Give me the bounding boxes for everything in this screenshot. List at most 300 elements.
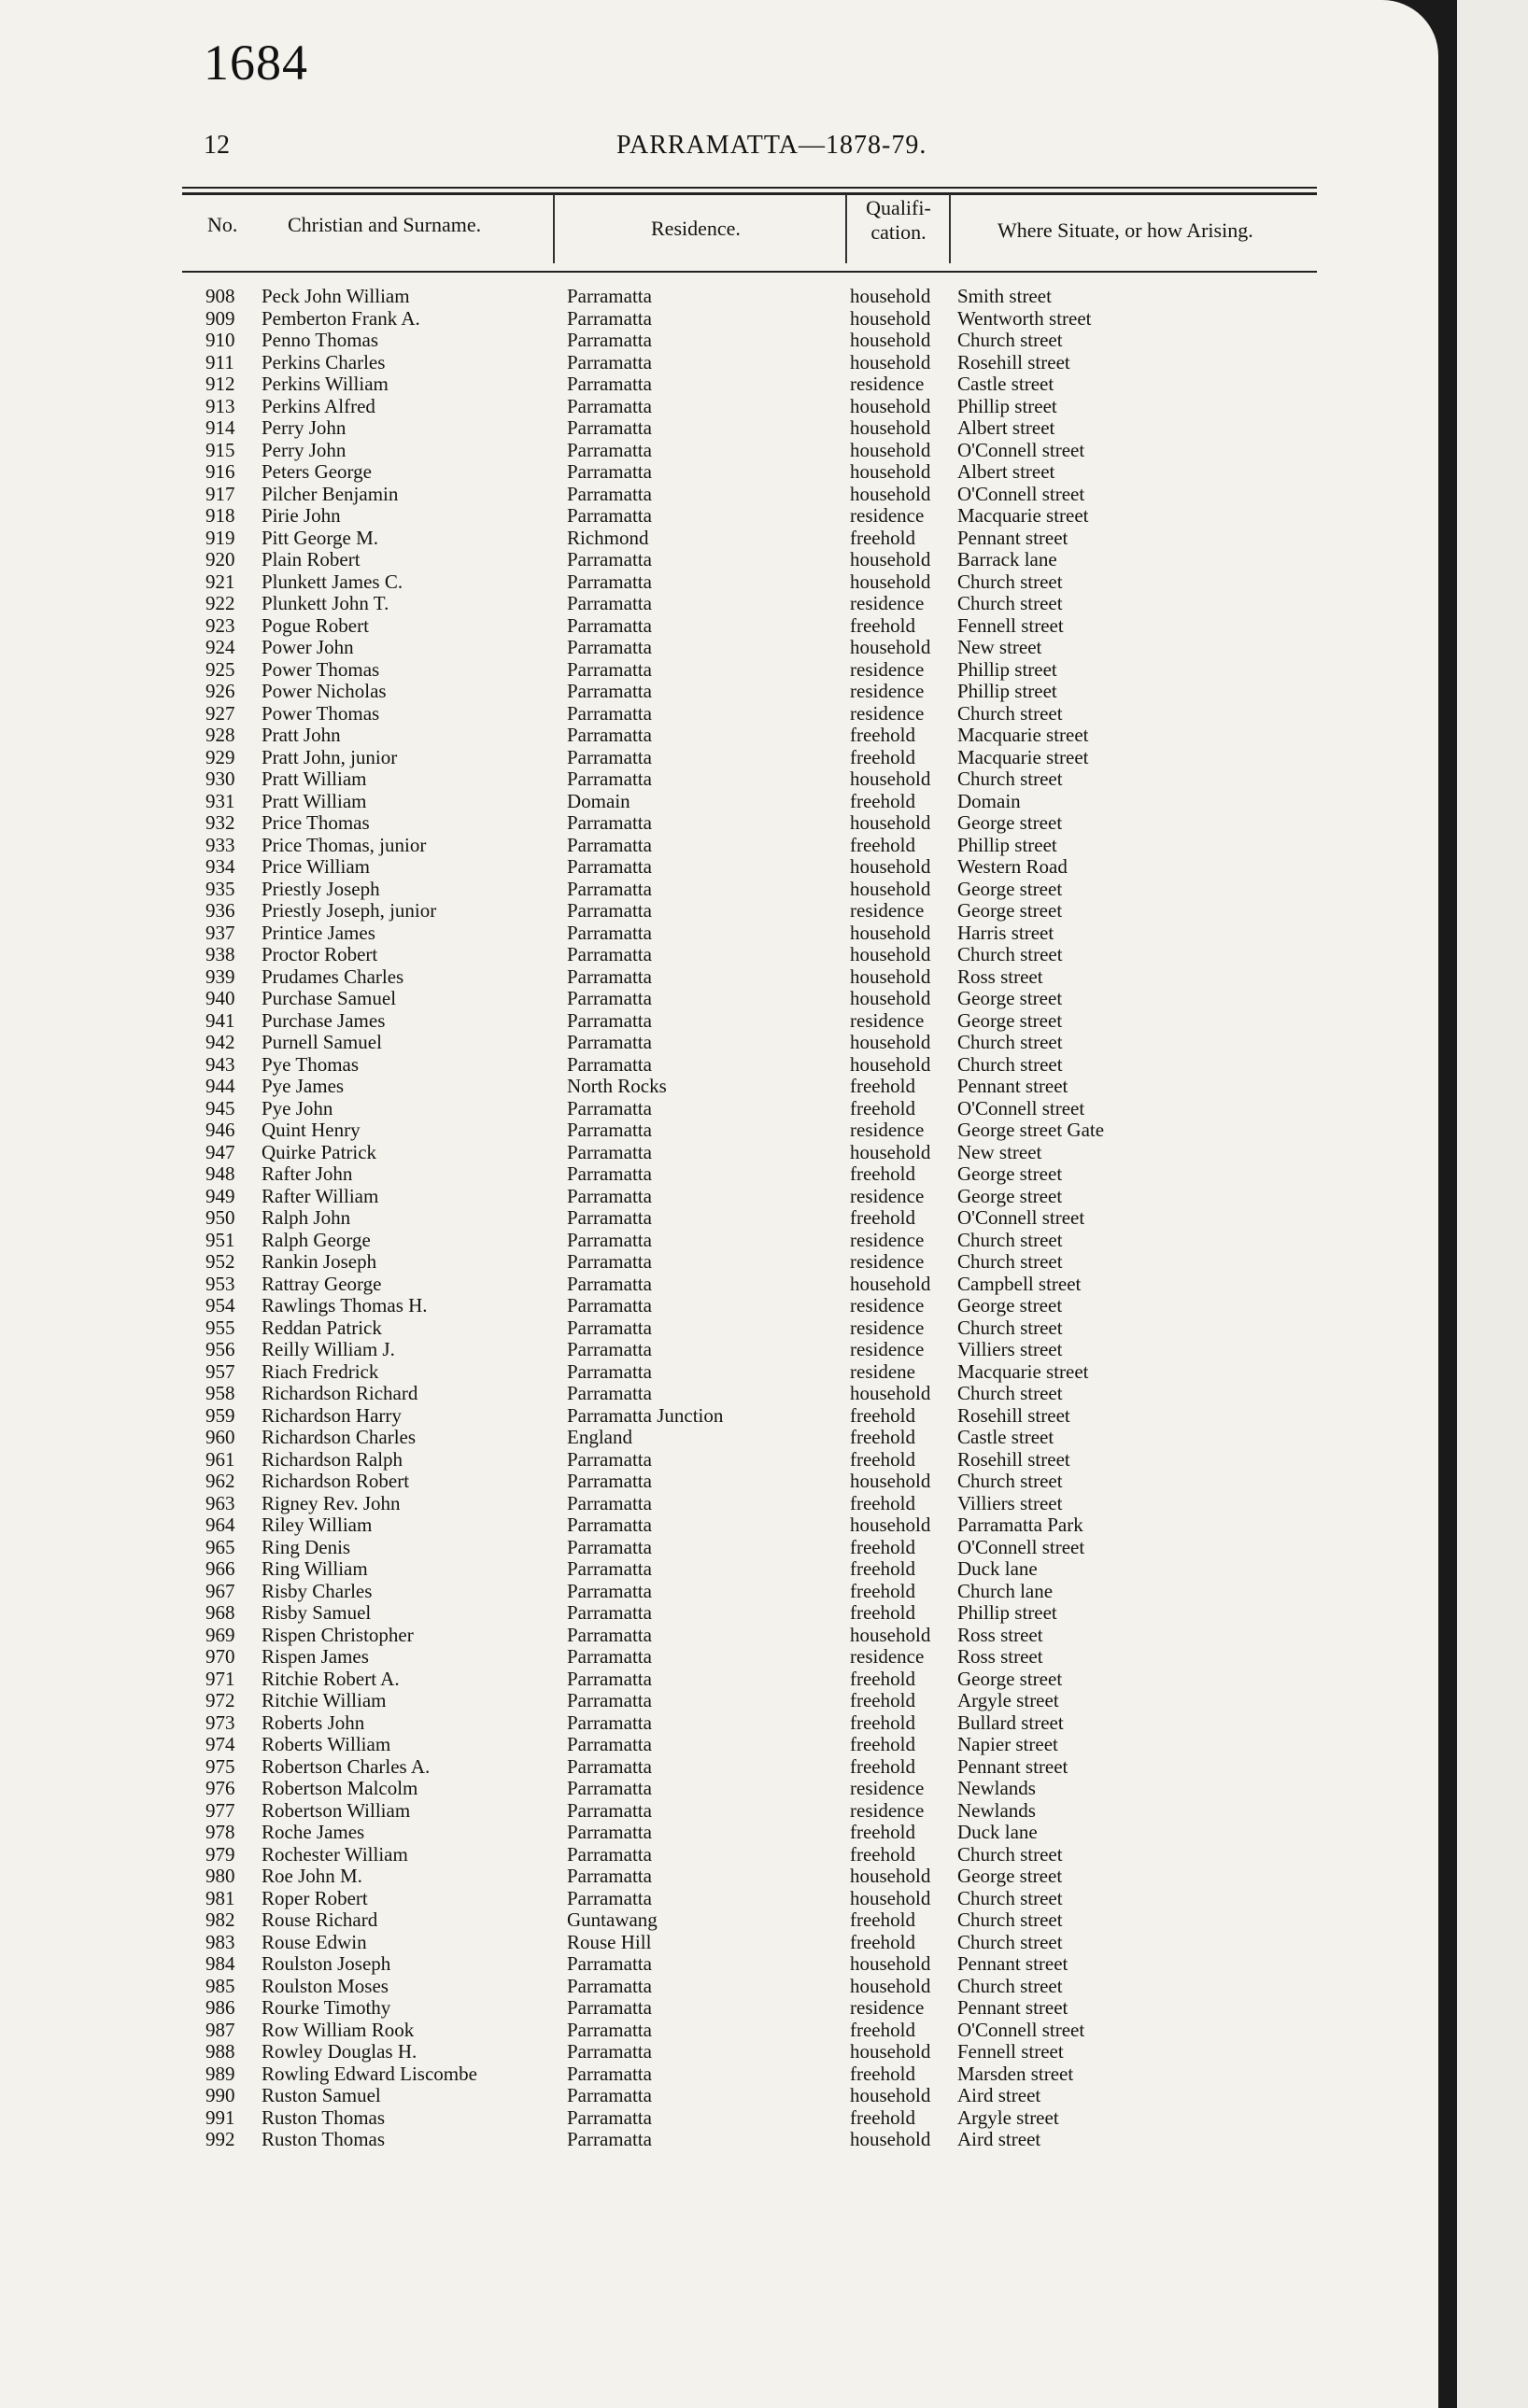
elector-name: Rouse Richard bbox=[262, 1908, 378, 1931]
elector-name: Pye John bbox=[262, 1096, 333, 1120]
residence-cell: Parramatta bbox=[567, 460, 652, 483]
residence-cell: Parramatta bbox=[567, 285, 652, 307]
elector-name: Ritchie Robert A. bbox=[262, 1667, 400, 1690]
elector-name: Purchase James bbox=[262, 1008, 386, 1032]
table-row bbox=[0, 1493, 1438, 1515]
qualification-cell: residence bbox=[850, 504, 925, 527]
residence-cell: Parramatta bbox=[567, 1184, 652, 1207]
residence-cell: Parramatta bbox=[567, 2105, 652, 2129]
table-row bbox=[0, 1449, 1438, 1472]
elector-name: Roper Robert bbox=[262, 1886, 368, 1909]
table-row bbox=[0, 1953, 1438, 1976]
row-number: 930 bbox=[205, 767, 235, 790]
row-number: 928 bbox=[205, 724, 235, 746]
residence-cell: Parramatta bbox=[567, 855, 652, 878]
residence-cell: Parramatta bbox=[567, 1952, 652, 1975]
row-number: 957 bbox=[205, 1359, 235, 1383]
row-number: 984 bbox=[205, 1952, 235, 1975]
qualification-cell: freehold bbox=[850, 1206, 915, 1229]
where-situate-cell: Church lane bbox=[957, 1579, 1054, 1602]
qualification-cell: freehold bbox=[850, 1930, 915, 1953]
where-situate-cell: Castle street bbox=[957, 1426, 1054, 1448]
where-situate-cell: Bullard street bbox=[957, 1711, 1064, 1734]
elector-name: Reddan Patrick bbox=[262, 1316, 382, 1339]
qualification-cell: residence bbox=[850, 1119, 925, 1141]
residence-cell: Parramatta bbox=[567, 1798, 652, 1822]
qualification-cell: residence bbox=[850, 1338, 925, 1360]
table-row bbox=[0, 1909, 1438, 1932]
qualification-cell: residence bbox=[850, 1184, 925, 1207]
qualification-cell: freehold bbox=[850, 789, 915, 812]
row-number: 940 bbox=[205, 987, 235, 1009]
table-row bbox=[0, 637, 1438, 659]
where-situate-cell: Argyle street bbox=[957, 2105, 1059, 2129]
table-row bbox=[0, 1537, 1438, 1559]
elector-name: Proctor Robert bbox=[262, 943, 378, 965]
table-row bbox=[0, 1558, 1438, 1581]
row-number: 909 bbox=[205, 306, 235, 330]
table-row bbox=[0, 1778, 1438, 1800]
where-situate-cell: Domain bbox=[957, 789, 1021, 812]
row-number: 954 bbox=[205, 1294, 235, 1317]
table-row bbox=[0, 2129, 1438, 2151]
row-number: 956 bbox=[205, 1338, 235, 1360]
where-situate-cell: Church street bbox=[957, 592, 1063, 614]
residence-cell: Parramatta bbox=[567, 899, 652, 922]
table-row bbox=[0, 1734, 1438, 1756]
where-situate-cell: Rosehill street bbox=[957, 350, 1070, 373]
table-row bbox=[0, 988, 1438, 1010]
elector-name: Rispen James bbox=[262, 1645, 369, 1668]
where-situate-cell: Napier street bbox=[957, 1733, 1058, 1755]
residence-cell: Parramatta bbox=[567, 570, 652, 593]
qualification-cell: household bbox=[850, 1470, 931, 1492]
elector-name: Riach Fredrick bbox=[262, 1359, 379, 1383]
residence-cell: Parramatta bbox=[567, 1272, 652, 1295]
table-row bbox=[0, 440, 1438, 462]
table-row bbox=[0, 1317, 1438, 1340]
row-number: 946 bbox=[205, 1119, 235, 1141]
residence-cell: England bbox=[567, 1426, 632, 1448]
qualification-cell: freehold bbox=[850, 745, 915, 768]
table-row bbox=[0, 725, 1438, 747]
elector-name: Rispen Christopher bbox=[262, 1623, 414, 1646]
elector-name: Risby Charles bbox=[262, 1579, 373, 1602]
residence-cell: Parramatta bbox=[567, 724, 652, 746]
qualification-cell: residence bbox=[850, 701, 925, 725]
row-number: 948 bbox=[205, 1162, 235, 1185]
row-number: 941 bbox=[205, 1008, 235, 1032]
qualification-cell: freehold bbox=[850, 526, 915, 549]
elector-name: Richardson Richard bbox=[262, 1382, 418, 1404]
row-number: 960 bbox=[205, 1426, 235, 1448]
table-row bbox=[0, 856, 1438, 879]
residence-cell: Parramatta bbox=[567, 943, 652, 965]
qualification-cell: residence bbox=[850, 1645, 925, 1668]
table-row bbox=[0, 944, 1438, 966]
table-row bbox=[0, 1690, 1438, 1712]
residence-cell: Parramatta bbox=[567, 1777, 652, 1799]
where-situate-cell: Newlands bbox=[957, 1798, 1036, 1822]
where-situate-cell: Castle street bbox=[957, 373, 1054, 395]
residence-cell: Parramatta bbox=[567, 1579, 652, 1602]
row-number: 985 bbox=[205, 1974, 235, 1997]
table-row bbox=[0, 900, 1438, 922]
qualification-cell: freehold bbox=[850, 1075, 915, 1097]
qualification-cell: freehold bbox=[850, 1711, 915, 1734]
row-number: 912 bbox=[205, 373, 235, 395]
where-situate-cell: Pennant street bbox=[957, 1754, 1068, 1778]
table-row bbox=[0, 1251, 1438, 1274]
elector-name: Perry John bbox=[262, 416, 347, 439]
residence-cell: Parramatta bbox=[567, 438, 652, 461]
table-row bbox=[0, 1997, 1438, 2020]
qualification-cell: freehold bbox=[850, 1689, 915, 1711]
table-row bbox=[0, 1625, 1438, 1647]
table-row bbox=[0, 768, 1438, 791]
where-situate-cell: George street bbox=[957, 987, 1063, 1009]
row-number: 920 bbox=[205, 548, 235, 570]
row-number: 982 bbox=[205, 1908, 235, 1931]
elector-name: Perkins Charles bbox=[262, 350, 386, 373]
row-number: 921 bbox=[205, 570, 235, 593]
qualification-cell: freehold bbox=[850, 1447, 915, 1471]
residence-cell: Parramatta bbox=[567, 877, 652, 900]
row-number: 981 bbox=[205, 1886, 235, 1909]
qualification-cell: freehold bbox=[850, 1403, 915, 1427]
qualification-cell: freehold bbox=[850, 833, 915, 856]
where-situate-cell: Pennant street bbox=[957, 1075, 1068, 1097]
qualification-cell: freehold bbox=[850, 1162, 915, 1185]
where-situate-cell: O'Connell street bbox=[957, 1096, 1085, 1120]
where-situate-cell: Western Road bbox=[957, 855, 1068, 878]
table-row bbox=[0, 528, 1438, 550]
where-situate-cell: Marsden street bbox=[957, 2062, 1074, 2085]
qualification-cell: household bbox=[850, 1382, 931, 1404]
elector-name: Ralph John bbox=[262, 1206, 351, 1229]
row-number: 976 bbox=[205, 1777, 235, 1799]
elector-name: Roe John M. bbox=[262, 1865, 362, 1887]
where-situate-cell: Church street bbox=[957, 329, 1063, 351]
where-situate-cell: Smith street bbox=[957, 285, 1052, 307]
elector-name: Rawlings Thomas H. bbox=[262, 1294, 428, 1317]
elector-name: Ruston Samuel bbox=[262, 2084, 381, 2106]
elector-name: Quint Henry bbox=[262, 1119, 361, 1141]
table-row bbox=[0, 484, 1438, 506]
row-number: 949 bbox=[205, 1184, 235, 1207]
where-situate-cell: Phillip street bbox=[957, 1601, 1057, 1624]
elector-name: Power Thomas bbox=[262, 701, 380, 725]
elector-name: Pogue Robert bbox=[262, 613, 369, 637]
table-row bbox=[0, 703, 1438, 725]
elector-name: Rigney Rev. John bbox=[262, 1491, 401, 1514]
row-number: 945 bbox=[205, 1096, 235, 1120]
qualification-cell: freehold bbox=[850, 2018, 915, 2041]
elector-name: Rafter John bbox=[262, 1162, 353, 1185]
table-row bbox=[0, 1581, 1438, 1603]
elector-name: Rochester William bbox=[262, 1842, 408, 1866]
residence-cell: Parramatta bbox=[567, 2062, 652, 2085]
table-row bbox=[0, 791, 1438, 813]
row-number: 973 bbox=[205, 1711, 235, 1734]
where-situate-cell: Macquarie street bbox=[957, 1359, 1089, 1383]
residence-cell: Parramatta bbox=[567, 987, 652, 1009]
row-number: 980 bbox=[205, 1865, 235, 1887]
table-row bbox=[0, 2085, 1438, 2107]
row-number: 947 bbox=[205, 1140, 235, 1163]
residence-cell: Parramatta bbox=[567, 701, 652, 725]
column-header-name: Christian and Surname. bbox=[288, 213, 482, 236]
row-number: 937 bbox=[205, 921, 235, 944]
elector-name: Robertson William bbox=[262, 1798, 411, 1822]
where-situate-cell: Campbell street bbox=[957, 1272, 1082, 1295]
row-number: 914 bbox=[205, 416, 235, 439]
column-divider bbox=[553, 194, 555, 263]
where-situate-cell: New street bbox=[957, 636, 1042, 658]
row-number: 964 bbox=[205, 1514, 235, 1536]
row-number: 979 bbox=[205, 1842, 235, 1866]
qualification-cell: freehold bbox=[850, 1579, 915, 1602]
qualification-cell: household bbox=[850, 767, 931, 790]
elector-name: Pye Thomas bbox=[262, 1052, 360, 1076]
table-row bbox=[0, 1295, 1438, 1317]
row-number: 916 bbox=[205, 460, 235, 483]
residence-cell: Parramatta bbox=[567, 306, 652, 330]
row-number: 962 bbox=[205, 1470, 235, 1492]
row-number: 968 bbox=[205, 1601, 235, 1624]
page-number: 12 bbox=[204, 131, 230, 160]
where-situate-cell: Church street bbox=[957, 943, 1063, 965]
table-row bbox=[0, 1054, 1438, 1077]
elector-name: Perkins Alfred bbox=[262, 394, 375, 417]
table-row bbox=[0, 1602, 1438, 1625]
row-number: 944 bbox=[205, 1075, 235, 1097]
residence-cell: Parramatta bbox=[567, 2128, 652, 2150]
qualification-cell: freehold bbox=[850, 2105, 915, 2129]
elector-name: Price Thomas bbox=[262, 811, 370, 834]
residence-cell: Parramatta bbox=[567, 1316, 652, 1339]
elector-name: Ralph George bbox=[262, 1228, 371, 1251]
residence-cell: Richmond bbox=[567, 526, 649, 549]
residence-cell: Parramatta bbox=[567, 1865, 652, 1887]
where-situate-cell: Church street bbox=[957, 1031, 1063, 1053]
elector-name: Rankin Joseph bbox=[262, 1250, 377, 1273]
table-row bbox=[0, 1646, 1438, 1669]
elector-name: Ring Denis bbox=[262, 1535, 351, 1558]
elector-name: Power John bbox=[262, 636, 354, 658]
residence-cell: Guntawang bbox=[567, 1908, 658, 1931]
table-row bbox=[0, 1756, 1438, 1779]
elector-name: Riley William bbox=[262, 1514, 373, 1536]
elector-name: Pitt George M. bbox=[262, 526, 379, 549]
where-situate-cell: Ross street bbox=[957, 1645, 1043, 1668]
elector-name: Perry John bbox=[262, 438, 347, 461]
elector-name: Roulston Moses bbox=[262, 1974, 389, 1997]
elector-name: Priestly Joseph, junior bbox=[262, 899, 437, 922]
where-situate-cell: Rosehill street bbox=[957, 1447, 1070, 1471]
where-situate-cell: Pennant street bbox=[957, 1996, 1068, 2019]
elector-name: Pemberton Frank A. bbox=[262, 306, 420, 330]
table-row bbox=[0, 879, 1438, 901]
table-row bbox=[0, 1976, 1438, 1998]
where-situate-cell: Church street bbox=[957, 1842, 1063, 1866]
header-rule-bottom bbox=[182, 271, 1317, 273]
qualification-cell: residence bbox=[850, 1798, 925, 1822]
residence-cell: Parramatta bbox=[567, 1119, 652, 1141]
qualification-cell: residence bbox=[850, 899, 925, 922]
elector-list bbox=[0, 286, 1438, 2151]
qualification-cell: residene bbox=[850, 1359, 915, 1383]
table-row bbox=[0, 966, 1438, 989]
row-number: 988 bbox=[205, 2040, 235, 2063]
where-situate-cell: Church street bbox=[957, 701, 1063, 725]
row-number: 922 bbox=[205, 592, 235, 614]
residence-cell: Parramatta bbox=[567, 1382, 652, 1404]
residence-cell: Parramatta bbox=[567, 1447, 652, 1471]
elector-name: Plain Robert bbox=[262, 548, 361, 570]
table-row bbox=[0, 1888, 1438, 1910]
row-number: 913 bbox=[205, 394, 235, 417]
residence-cell: Parramatta bbox=[567, 613, 652, 637]
table-row bbox=[0, 1076, 1438, 1098]
row-number: 929 bbox=[205, 745, 235, 768]
table-row bbox=[0, 1800, 1438, 1823]
residence-cell: Parramatta bbox=[567, 592, 652, 614]
residence-cell: Parramatta bbox=[567, 482, 652, 505]
qualification-cell: freehold bbox=[850, 1754, 915, 1778]
qualification-cell: freehold bbox=[850, 1491, 915, 1514]
table-row bbox=[0, 1274, 1438, 1296]
where-situate-cell: Villiers street bbox=[957, 1338, 1063, 1360]
qualification-cell: household bbox=[850, 877, 931, 900]
where-situate-cell: Church street bbox=[957, 1382, 1063, 1404]
residence-cell: Parramatta bbox=[567, 416, 652, 439]
residence-cell: Parramatta bbox=[567, 548, 652, 570]
qualification-cell: household bbox=[850, 1974, 931, 1997]
table-row bbox=[0, 461, 1438, 484]
residence-cell: Parramatta bbox=[567, 965, 652, 988]
where-situate-cell: O'Connell street bbox=[957, 1206, 1085, 1229]
where-situate-cell: Wentworth street bbox=[957, 306, 1092, 330]
elector-name: Ruston Thomas bbox=[262, 2128, 386, 2150]
row-number: 939 bbox=[205, 965, 235, 988]
qualification-cell: household bbox=[850, 329, 931, 351]
table-row bbox=[0, 1383, 1438, 1405]
where-situate-cell: Barrack lane bbox=[957, 548, 1057, 570]
residence-cell: Parramatta bbox=[567, 1514, 652, 1536]
table-row bbox=[0, 1032, 1438, 1054]
where-situate-cell: Newlands bbox=[957, 1777, 1036, 1799]
row-number: 908 bbox=[205, 285, 235, 307]
qualification-cell: household bbox=[850, 636, 931, 658]
where-situate-cell: Church street bbox=[957, 1974, 1063, 1997]
qualification-cell: residence bbox=[850, 1008, 925, 1032]
residence-cell: Parramatta bbox=[567, 350, 652, 373]
qualification-cell: household bbox=[850, 2084, 931, 2106]
table-row bbox=[0, 2020, 1438, 2042]
where-situate-cell: Ross street bbox=[957, 1623, 1043, 1646]
row-number: 989 bbox=[205, 2062, 235, 2085]
residence-cell: Parramatta bbox=[567, 657, 652, 681]
where-situate-cell: Phillip street bbox=[957, 680, 1057, 702]
elector-name: Purnell Samuel bbox=[262, 1031, 382, 1053]
qualification-cell: household bbox=[850, 1886, 931, 1909]
row-number: 959 bbox=[205, 1403, 235, 1427]
table-row bbox=[0, 1712, 1438, 1735]
table-row bbox=[0, 747, 1438, 769]
table-row bbox=[0, 505, 1438, 528]
row-number: 919 bbox=[205, 526, 235, 549]
qualification-cell: residence bbox=[850, 1996, 925, 2019]
elector-name: Pratt William bbox=[262, 767, 367, 790]
where-situate-cell: George street bbox=[957, 1667, 1063, 1690]
where-situate-cell: O'Connell street bbox=[957, 482, 1085, 505]
residence-cell: Parramatta bbox=[567, 1689, 652, 1711]
qualification-cell: residence bbox=[850, 680, 925, 702]
table-row bbox=[0, 1120, 1438, 1142]
row-number: 986 bbox=[205, 1996, 235, 2019]
row-number: 983 bbox=[205, 1930, 235, 1953]
elector-name: Pratt John bbox=[262, 724, 341, 746]
qualification-cell: freehold bbox=[850, 1557, 915, 1580]
table-row bbox=[0, 1427, 1438, 1449]
residence-cell: Parramatta bbox=[567, 833, 652, 856]
qualification-cell: household bbox=[850, 306, 931, 330]
where-situate-cell: Albert street bbox=[957, 416, 1055, 439]
where-situate-cell: Fennell street bbox=[957, 2040, 1064, 2063]
residence-cell: Parramatta bbox=[567, 1491, 652, 1514]
qualification-cell: household bbox=[850, 1623, 931, 1646]
residence-cell: Parramatta bbox=[567, 1974, 652, 1997]
elector-name: Roberts John bbox=[262, 1711, 365, 1734]
where-situate-cell: Church street bbox=[957, 1052, 1063, 1076]
where-situate-cell: Argyle street bbox=[957, 1689, 1059, 1711]
table-row bbox=[0, 615, 1438, 638]
elector-name: Roberts William bbox=[262, 1733, 391, 1755]
elector-name: Priestly Joseph bbox=[262, 877, 380, 900]
residence-cell: Parramatta bbox=[567, 1535, 652, 1558]
qualification-cell: household bbox=[850, 548, 931, 570]
elector-name: Reilly William J. bbox=[262, 1338, 395, 1360]
row-number: 977 bbox=[205, 1798, 235, 1822]
qualification-cell: household bbox=[850, 1514, 931, 1536]
qualification-cell: household bbox=[850, 570, 931, 593]
row-number: 969 bbox=[205, 1623, 235, 1646]
residence-cell: Domain bbox=[567, 789, 630, 812]
qualification-cell: household bbox=[850, 1952, 931, 1975]
residence-cell: Parramatta bbox=[567, 1052, 652, 1076]
row-number: 990 bbox=[205, 2084, 235, 2106]
residence-cell: Parramatta bbox=[567, 1601, 652, 1624]
elector-name: Plunkett John T. bbox=[262, 592, 389, 614]
table-row bbox=[0, 571, 1438, 594]
where-situate-cell: Phillip street bbox=[957, 833, 1057, 856]
table-row bbox=[0, 549, 1438, 571]
table-row bbox=[0, 1669, 1438, 1691]
qualification-cell: freehold bbox=[850, 1667, 915, 1690]
table-row bbox=[0, 2107, 1438, 2130]
residence-cell: Parramatta bbox=[567, 1754, 652, 1778]
table-row bbox=[0, 1405, 1438, 1428]
residence-cell: Parramatta bbox=[567, 745, 652, 768]
residence-cell: Parramatta bbox=[567, 1645, 652, 1668]
elector-name: Roche James bbox=[262, 1821, 365, 1843]
row-number: 952 bbox=[205, 1250, 235, 1273]
residence-cell: Parramatta bbox=[567, 1206, 652, 1229]
residence-cell: Parramatta bbox=[567, 329, 652, 351]
where-situate-cell: O'Connell street bbox=[957, 438, 1085, 461]
residence-cell: Parramatta bbox=[567, 373, 652, 395]
